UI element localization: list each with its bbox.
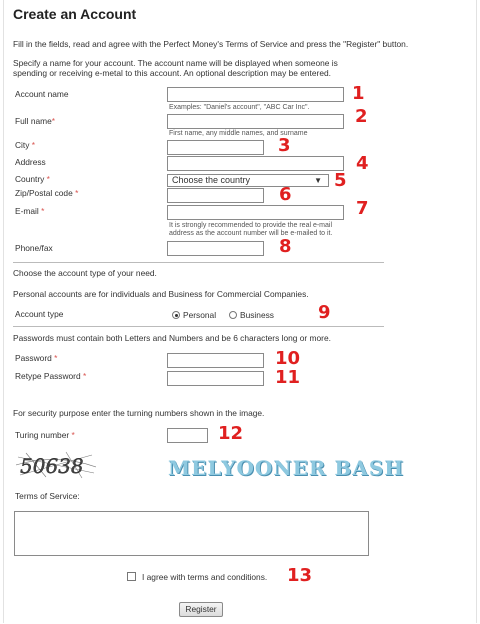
intro-text: Fill in the fields, read and agree with the Perfect Money's Terms of Service and press the "Register" button. [13,39,409,49]
city-label: City * [15,140,36,150]
annotation-1: 1 [352,83,365,104]
retype-password-label: Retype Password * [15,371,87,381]
email-input[interactable] [167,205,344,220]
radio-personal[interactable]: Personal [172,310,216,320]
annotation-11: 11 [275,367,301,388]
security-text: For security purpose enter the turning numbers shown in the image. [13,408,265,418]
annotation-4: 4 [356,153,369,174]
turing-number-label: Turing number * [15,430,75,440]
phone-label: Phone/fax [15,243,53,253]
chevron-down-icon: ▼ [314,176,322,185]
agree-checkbox[interactable] [127,572,136,581]
zip-input[interactable] [167,188,264,203]
radio-business[interactable]: Business [229,310,274,320]
country-label: Country * [15,174,50,184]
terms-of-service-box[interactable] [14,511,369,556]
email-label: E-mail * [15,206,45,216]
annotation-2: 2 [355,106,368,127]
account-type-desc: Personal accounts are for individuals and Business for Commercial Companies. [13,289,309,299]
city-input[interactable] [167,140,264,155]
watermark: MELYOONER BASH [168,456,405,480]
annotation-3: 3 [278,135,291,156]
divider [13,326,384,327]
annotation-10: 10 [275,348,301,369]
address-input[interactable] [167,156,344,171]
country-select-value: Choose the country [172,175,251,185]
account-name-label: Account name [15,89,69,99]
captcha-text: 50638 [20,454,84,478]
retype-password-input[interactable] [167,371,264,386]
account-type-label: Account type [15,309,64,319]
annotation-6: 6 [279,184,292,205]
full-name-label: Full name* [15,116,56,126]
radio-personal-dot [172,311,180,319]
turing-number-input[interactable] [167,428,208,443]
address-label: Address [15,157,46,167]
email-hint-1: It is strongly recommended to provide the real e-mail [169,222,333,229]
account-type-choose-text: Choose the account type of your need. [13,268,157,278]
annotation-12: 12 [218,423,244,444]
country-select[interactable] [167,174,329,187]
annotation-8: 8 [279,236,292,257]
password-rule-text: Passwords must contain both Letters and Numbers and be 6 characters long or more. [13,333,331,343]
annotation-9: 9 [318,302,331,323]
specify-text-2: spending or receiving e-metal to this account. An optional description may be entered. [13,68,331,78]
annotation-13: 13 [287,565,313,586]
specify-text-1: Specify a name for your account. The account name will be displayed when someone is [13,58,338,68]
password-input[interactable] [167,353,264,368]
captcha-image [16,451,96,479]
account-name-hint: Examples: "Daniel's account", "ABC Car Inc". [169,104,310,111]
register-button[interactable]: Register [179,602,223,617]
radio-business-dot [229,311,237,319]
terms-label: Terms of Service: [15,491,80,501]
page-title: Create an Account [13,6,137,22]
annotation-7: 7 [356,198,369,219]
password-label: Password * [15,353,58,363]
divider [13,262,384,263]
zip-label: Zip/Postal code * [15,188,79,198]
full-name-hint: First name, any middle names, and surname [169,130,308,137]
agree-label[interactable]: I agree with terms and conditions. [142,572,268,582]
annotation-5: 5 [334,170,347,191]
full-name-input[interactable] [167,114,344,129]
phone-input[interactable] [167,241,264,256]
account-name-input[interactable] [167,87,344,102]
email-hint-2: address as the account number will be e-mailed to it. [169,230,333,237]
